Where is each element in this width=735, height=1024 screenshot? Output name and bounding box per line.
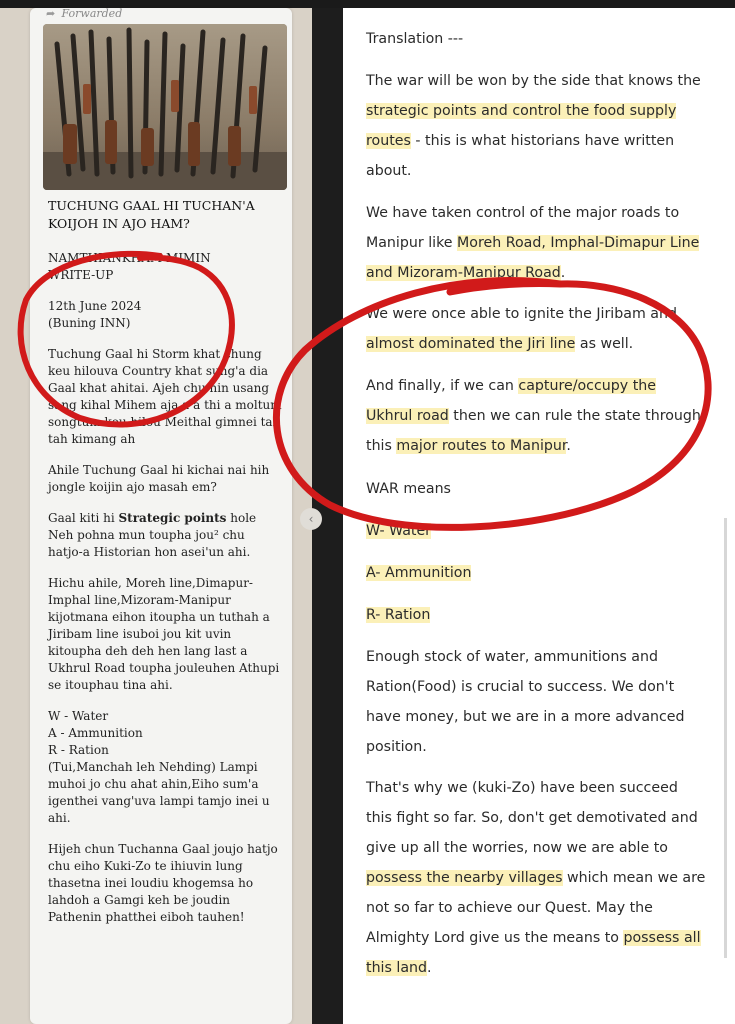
text: Almighty Lord give us the means to bbox=[366, 930, 624, 946]
highlight: major routes to Manipur bbox=[396, 438, 567, 454]
highlight: A- Ammunition bbox=[366, 565, 472, 581]
highlight: and Mizoram-Manipur Road bbox=[366, 265, 561, 281]
text: hole Neh pohna mun toupha jou² chu hatjo-a Historian hon asei'un ahi. bbox=[48, 511, 257, 559]
text: as well. bbox=[575, 336, 634, 352]
highlight: W- Water bbox=[366, 523, 432, 539]
author-subtitle: WRITE-UP bbox=[48, 268, 114, 282]
message-place: (Buning INN) bbox=[48, 316, 131, 330]
line: We were once able to ignite the Jiribam and bbox=[366, 306, 677, 322]
forwarded-text: Forwarded bbox=[61, 7, 123, 20]
paragraph: Ahile Tuchung Gaal hi kichai nai hih jongle koijin ajo masah em? bbox=[48, 463, 270, 494]
line: about. bbox=[366, 163, 412, 179]
line: have money, but we are in a more advanced bbox=[366, 709, 685, 725]
red-circle-right bbox=[276, 281, 708, 528]
text: which mean we are bbox=[562, 870, 706, 886]
author-name: NAMTHIANKHAM MIMIN bbox=[48, 251, 211, 265]
text: then we can rule the state through bbox=[448, 408, 701, 424]
text: . bbox=[560, 265, 566, 281]
paragraph: Tuchung Gaal hi Storm khat chung keu hilouva Country khat sung'a dia Gaal khat ahitai. Ajeh chu hin usang sang kihal Mihem aja a a thi a moltum songtum keu hilou Meithal gimnei tah tah kimang ah bbox=[48, 347, 282, 446]
line: That's why we (kuki-Zo) have been succeed bbox=[366, 780, 678, 796]
message-date: 12th June 2024 bbox=[48, 299, 142, 313]
line: give up all the worries, now we are able to bbox=[366, 840, 668, 856]
line: WAR means bbox=[366, 481, 451, 497]
highlight: this land bbox=[366, 960, 428, 976]
line: Enough stock of water, ammunitions and bbox=[366, 649, 658, 665]
highlight: strategic points and control the food supply bbox=[366, 103, 677, 119]
war-r: R - Ration bbox=[48, 743, 109, 757]
line: this fight so far. So, don't get demotivated and bbox=[366, 810, 698, 826]
line: The war will be won by the side that knows the bbox=[366, 73, 701, 89]
highlight: possess all bbox=[623, 930, 701, 946]
red-circle-left bbox=[21, 254, 232, 425]
line: not so far to achieve our Quest. May the bbox=[366, 900, 653, 916]
war-a: A - Ammunition bbox=[48, 726, 143, 740]
text: . bbox=[566, 438, 571, 454]
paragraph: Hichu ahile, Moreh line,Dimapur-Imphal line,Mizoram-Manipur kijotmana eihon itoupha un tuthah a Jiribam line isuboi jou kit uvin kitoupha deh deh hen lang last a Ukhrul Road toupha jouleuhen Athupi se itouphau tina ahi. bbox=[48, 576, 280, 692]
paragraph: (Tui,Manchah leh Nehding) Lampi muhoi jo chu ahat ahin,Eiho sum'a igenthei vang'uva lampi tamjo inei u ahi. bbox=[48, 760, 270, 825]
paragraph: Hijeh chun Tuchanna Gaal joujo hatjo chu eiho Kuki-Zo te ihiuvin lung thasetna inei loudiu khogemsa ho lahdoh a Gamgi keh be joudin Pathenin phatthei eiboh tauhen! bbox=[48, 842, 278, 924]
war-w: W - Water bbox=[48, 709, 109, 723]
line: Ration(Food) is crucial to success. We don't bbox=[366, 679, 675, 695]
text: And finally, if we can bbox=[366, 378, 519, 394]
text: - this is what historians have written bbox=[410, 133, 675, 149]
line: We have taken control of the major roads to bbox=[366, 205, 680, 221]
line: position. bbox=[366, 739, 427, 755]
highlight: possess the nearby villages bbox=[366, 870, 563, 886]
highlight: Ukhrul road bbox=[366, 408, 449, 424]
forward-arrow-icon: ➦ bbox=[46, 7, 56, 20]
heading-text: Translation --- bbox=[366, 31, 464, 47]
message-title: TUCHUNG GAAL HI TUCHAN'A KOIJOH IN AJO HAM? bbox=[48, 198, 255, 231]
text: this bbox=[366, 438, 397, 454]
text: . bbox=[427, 960, 432, 976]
highlight: almost dominated the Jiri line bbox=[366, 336, 576, 352]
highlight: routes bbox=[366, 133, 411, 149]
bold-text: Strategic points bbox=[118, 511, 227, 525]
chevron-icon[interactable]: ‹ bbox=[300, 508, 322, 530]
highlight: Moreh Road, Imphal-Dimapur Line bbox=[457, 235, 700, 251]
text: Manipur like bbox=[366, 235, 458, 251]
highlight: R- Ration bbox=[366, 607, 431, 623]
highlight: capture/occupy the bbox=[518, 378, 656, 394]
text: Gaal kiti hi bbox=[48, 511, 119, 525]
